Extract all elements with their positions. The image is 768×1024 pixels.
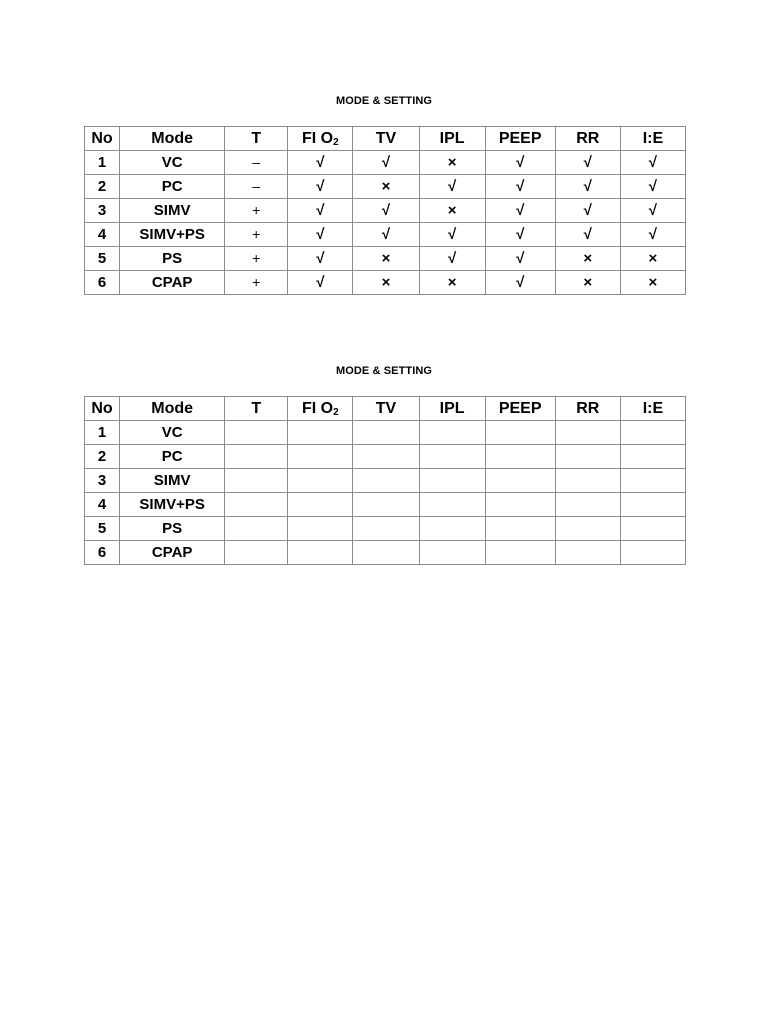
- cell-t: +: [225, 271, 288, 295]
- table-row: [85, 493, 686, 517]
- header-rr: RR: [555, 397, 620, 421]
- table-row: [85, 175, 686, 199]
- header-ie: I:E: [620, 397, 685, 421]
- cell-ie: √: [620, 199, 685, 223]
- header-peep: PEEP: [485, 127, 555, 151]
- cell-t: +: [225, 223, 288, 247]
- cell-ipl-empty[interactable]: [419, 421, 485, 445]
- cell-t-empty[interactable]: [225, 421, 288, 445]
- cell-peep: √: [485, 247, 555, 271]
- cell-t-empty[interactable]: [225, 493, 288, 517]
- cell-no: 3: [85, 469, 120, 493]
- cell-rr: ×: [555, 271, 620, 295]
- section-title-blank: MODE & SETTING: [335, 365, 433, 377]
- cell-ipl: √: [419, 247, 485, 271]
- header-no: No: [85, 127, 120, 151]
- cell-peep: √: [485, 151, 555, 175]
- cell-ie-empty[interactable]: [620, 421, 685, 445]
- cell-no: 5: [85, 517, 120, 541]
- cell-peep: √: [485, 271, 555, 295]
- cell-ipl-empty[interactable]: [419, 493, 485, 517]
- cell-mode: PS: [120, 517, 225, 541]
- header-fio2-main: FI O: [302, 400, 334, 417]
- cell-ipl-empty[interactable]: [419, 445, 485, 469]
- header-mode: Mode: [120, 397, 225, 421]
- cell-rr: √: [555, 175, 620, 199]
- cell-tv-empty[interactable]: [353, 421, 419, 445]
- header-fio2-subscript: 2: [333, 407, 339, 418]
- cell-no: 4: [85, 223, 120, 247]
- header-ie: I:E: [620, 127, 685, 151]
- cell-ipl: ×: [419, 271, 485, 295]
- cell-mode: CPAP: [120, 541, 225, 565]
- cell-no: 1: [85, 421, 120, 445]
- cell-t-empty[interactable]: [225, 469, 288, 493]
- cell-ipl: √: [419, 175, 485, 199]
- table-row: [85, 517, 686, 541]
- cell-peep: √: [485, 175, 555, 199]
- cell-fio2: √: [288, 247, 353, 271]
- cell-no: 4: [85, 493, 120, 517]
- cell-mode: PS: [120, 247, 225, 271]
- cell-rr-empty[interactable]: [555, 517, 620, 541]
- table-row: [85, 421, 686, 445]
- cell-no: 6: [85, 271, 120, 295]
- cell-rr: √: [555, 199, 620, 223]
- cell-ie: √: [620, 175, 685, 199]
- cell-t: –: [225, 175, 288, 199]
- header-rr: RR: [555, 127, 620, 151]
- cell-rr-empty[interactable]: [555, 421, 620, 445]
- header-peep: PEEP: [485, 397, 555, 421]
- cell-peep-empty[interactable]: [485, 517, 555, 541]
- mode-setting-table-blank: [84, 396, 686, 565]
- cell-fio2-empty[interactable]: [288, 517, 353, 541]
- cell-ie-empty[interactable]: [620, 493, 685, 517]
- table-row: [85, 247, 686, 271]
- cell-no: 1: [85, 151, 120, 175]
- cell-ipl: ×: [419, 199, 485, 223]
- cell-tv-empty[interactable]: [353, 541, 419, 565]
- cell-fio2: √: [288, 175, 353, 199]
- cell-peep: √: [485, 223, 555, 247]
- cell-ipl: ×: [419, 151, 485, 175]
- cell-tv: √: [353, 223, 419, 247]
- cell-t-empty[interactable]: [225, 445, 288, 469]
- cell-rr-empty[interactable]: [555, 445, 620, 469]
- cell-tv-empty[interactable]: [353, 445, 419, 469]
- cell-mode: SIMV+PS: [120, 493, 225, 517]
- cell-fio2-empty[interactable]: [288, 421, 353, 445]
- table-row: [85, 151, 686, 175]
- cell-rr-empty[interactable]: [555, 469, 620, 493]
- cell-ie: √: [620, 223, 685, 247]
- cell-ie: ×: [620, 247, 685, 271]
- cell-no: 2: [85, 445, 120, 469]
- cell-peep-empty[interactable]: [485, 469, 555, 493]
- cell-ipl-empty[interactable]: [419, 541, 485, 565]
- cell-ie-empty[interactable]: [620, 541, 685, 565]
- header-fio2: [288, 127, 353, 151]
- cell-rr-empty[interactable]: [555, 493, 620, 517]
- cell-t-empty[interactable]: [225, 517, 288, 541]
- cell-peep-empty[interactable]: [485, 421, 555, 445]
- cell-fio2: √: [288, 199, 353, 223]
- header-tv: TV: [353, 127, 419, 151]
- table-header-row: [85, 127, 686, 151]
- header-ipl: IPL: [419, 127, 485, 151]
- cell-rr: √: [555, 223, 620, 247]
- cell-ie-empty[interactable]: [620, 445, 685, 469]
- cell-fio2: √: [288, 223, 353, 247]
- header-fio2: [288, 397, 353, 421]
- cell-mode: PC: [120, 445, 225, 469]
- section-title-filled: MODE & SETTING: [335, 95, 433, 107]
- cell-peep-empty[interactable]: [485, 493, 555, 517]
- cell-tv: ×: [353, 271, 419, 295]
- cell-peep-empty[interactable]: [485, 445, 555, 469]
- table-row: [85, 469, 686, 493]
- cell-fio2-empty[interactable]: [288, 493, 353, 517]
- header-mode: Mode: [120, 127, 225, 151]
- cell-fio2-empty[interactable]: [288, 445, 353, 469]
- cell-rr-empty[interactable]: [555, 541, 620, 565]
- cell-no: 2: [85, 175, 120, 199]
- cell-fio2: √: [288, 271, 353, 295]
- table-row: [85, 541, 686, 565]
- cell-tv: √: [353, 151, 419, 175]
- table-header-row: [85, 397, 686, 421]
- cell-ie: √: [620, 151, 685, 175]
- cell-mode: SIMV+PS: [120, 223, 225, 247]
- cell-fio2-empty[interactable]: [288, 541, 353, 565]
- cell-mode: SIMV: [120, 469, 225, 493]
- cell-ie-empty[interactable]: [620, 469, 685, 493]
- cell-ie: ×: [620, 271, 685, 295]
- cell-tv-empty[interactable]: [353, 517, 419, 541]
- header-fio2-main: FI O: [302, 130, 334, 147]
- cell-no: 5: [85, 247, 120, 271]
- cell-mode: CPAP: [120, 271, 225, 295]
- cell-tv: ×: [353, 247, 419, 271]
- table-row: [85, 223, 686, 247]
- cell-fio2: √: [288, 151, 353, 175]
- header-t: T: [225, 397, 288, 421]
- table-row: [85, 271, 686, 295]
- header-ipl: IPL: [419, 397, 485, 421]
- cell-tv: √: [353, 199, 419, 223]
- cell-t: –: [225, 151, 288, 175]
- table-row: [85, 445, 686, 469]
- cell-no: 6: [85, 541, 120, 565]
- cell-ipl-empty[interactable]: [419, 469, 485, 493]
- cell-tv-empty[interactable]: [353, 493, 419, 517]
- cell-mode: VC: [120, 421, 225, 445]
- cell-peep: √: [485, 199, 555, 223]
- cell-mode: SIMV: [120, 199, 225, 223]
- cell-ie-empty[interactable]: [620, 517, 685, 541]
- cell-rr: ×: [555, 247, 620, 271]
- mode-setting-table-filled: [84, 126, 686, 295]
- cell-t: +: [225, 199, 288, 223]
- table-row: [85, 199, 686, 223]
- cell-rr: √: [555, 151, 620, 175]
- cell-peep-empty[interactable]: [485, 541, 555, 565]
- cell-tv: ×: [353, 175, 419, 199]
- cell-ipl-empty[interactable]: [419, 517, 485, 541]
- header-no: No: [85, 397, 120, 421]
- cell-fio2-empty[interactable]: [288, 469, 353, 493]
- header-t: T: [225, 127, 288, 151]
- cell-no: 3: [85, 199, 120, 223]
- header-tv: TV: [353, 397, 419, 421]
- cell-mode: VC: [120, 151, 225, 175]
- cell-mode: PC: [120, 175, 225, 199]
- cell-ipl: √: [419, 223, 485, 247]
- cell-tv-empty[interactable]: [353, 469, 419, 493]
- cell-t-empty[interactable]: [225, 541, 288, 565]
- cell-t: +: [225, 247, 288, 271]
- header-fio2-subscript: 2: [333, 137, 339, 148]
